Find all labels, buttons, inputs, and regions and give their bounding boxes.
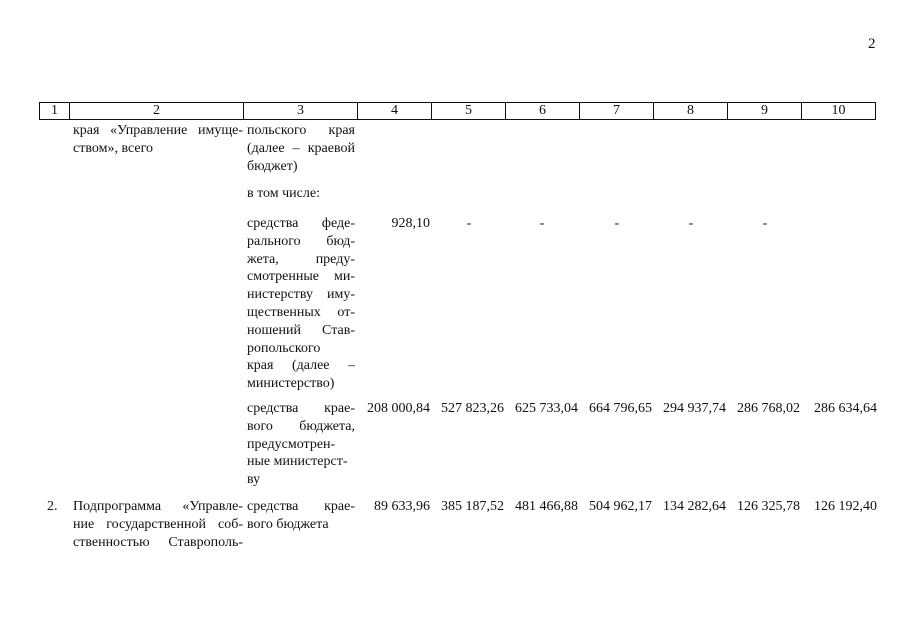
federal-line: средства феде- bbox=[247, 216, 355, 231]
federal-line: министерство) bbox=[247, 376, 335, 392]
subprogram-value-col10: 126 192,40 bbox=[814, 499, 877, 514]
subprogram-value-col7: 504 962,17 bbox=[589, 499, 652, 514]
subprogram-value-col6: 481 466,88 bbox=[515, 499, 578, 514]
subprogram-name-line: ние государственной соб- bbox=[73, 516, 243, 532]
federal-value-col5: - bbox=[466, 216, 472, 231]
header-col-2: 2 bbox=[70, 103, 244, 120]
page-number: 2 bbox=[868, 36, 876, 52]
federal-value-col8: - bbox=[688, 216, 694, 231]
header-col-8: 8 bbox=[654, 103, 728, 120]
subprogram-value-col8: 134 282,64 bbox=[663, 499, 726, 514]
regional-value-col4: 208 000,84 bbox=[367, 401, 430, 416]
subprogram-name bbox=[73, 498, 243, 551]
regional-value-col9: 286 768,02 bbox=[737, 401, 800, 416]
regional-value-col5: 527 823,26 bbox=[441, 401, 504, 416]
header-col-5: 5 bbox=[432, 103, 506, 120]
header-col-3: 3 bbox=[244, 103, 358, 120]
federal-line: края (далее – bbox=[247, 358, 355, 374]
regional-line: ву bbox=[247, 472, 261, 488]
header-col-4: 4 bbox=[358, 103, 432, 120]
row-cont-source-line: (далее – краевой bbox=[247, 140, 355, 156]
subprogram-value-col9: 126 325,78 bbox=[737, 499, 800, 514]
regional-value-col7: 664 796,65 bbox=[589, 401, 652, 416]
header-col-1: 1 bbox=[40, 103, 70, 120]
subprogram-number: 2. bbox=[47, 499, 58, 514]
subprogram-source bbox=[247, 498, 355, 534]
regional-value-col10: 286 634,64 bbox=[814, 401, 877, 416]
row-cont-name-line: ством», всего bbox=[73, 140, 153, 156]
subprogram-value-col4: 89 633,96 bbox=[374, 499, 430, 514]
header-row bbox=[40, 103, 876, 120]
row-cont-source-line: польского края bbox=[247, 123, 355, 138]
row-cont-name bbox=[73, 122, 243, 158]
regional-value-col6: 625 733,04 bbox=[515, 401, 578, 416]
regional-value-col8: 294 937,74 bbox=[663, 401, 726, 416]
row-cont-source bbox=[247, 122, 355, 175]
federal-value-col6: - bbox=[539, 216, 545, 231]
header-col-9: 9 bbox=[728, 103, 802, 120]
federal-line: нистерству иму- bbox=[247, 287, 355, 303]
regional-line: вого бюджета, bbox=[247, 418, 355, 434]
regional-line: ные министерст- bbox=[247, 454, 348, 470]
federal-line: ропольского bbox=[247, 340, 321, 356]
federal-line: рального бюд- bbox=[247, 233, 355, 249]
including-label: в том числе: bbox=[247, 186, 320, 201]
federal-line: жета, преду- bbox=[247, 251, 355, 267]
regional-line: средства крае- bbox=[247, 401, 355, 416]
federal-line: смотренные ми- bbox=[247, 269, 355, 285]
federal-line: щественных от- bbox=[247, 304, 355, 320]
federal-line: ношений Став- bbox=[247, 322, 355, 338]
subprogram-source-line: средства крае- bbox=[247, 499, 355, 514]
subprogram-source-line: вого бюджета bbox=[247, 516, 329, 532]
federal-value-col7: - bbox=[614, 216, 620, 231]
regional-source bbox=[247, 400, 355, 489]
header-col-6: 6 bbox=[506, 103, 580, 120]
header-col-7: 7 bbox=[580, 103, 654, 120]
subprogram-name-line: ственностью Ставрополь- bbox=[73, 534, 243, 550]
federal-value-col4: 928,10 bbox=[391, 216, 430, 231]
federal-value-col9: - bbox=[762, 216, 768, 231]
federal-source bbox=[247, 215, 355, 393]
subprogram-name-line: Подпрограмма «Управле- bbox=[73, 499, 243, 514]
row-cont-source-line: бюджет) bbox=[247, 158, 298, 174]
regional-line: предусмотрен- bbox=[247, 436, 336, 452]
header-col-10: 10 bbox=[802, 103, 876, 120]
table-header bbox=[39, 102, 876, 120]
subprogram-value-col5: 385 187,52 bbox=[441, 499, 504, 514]
row-cont-name-line: края «Управление имуще- bbox=[73, 123, 243, 138]
